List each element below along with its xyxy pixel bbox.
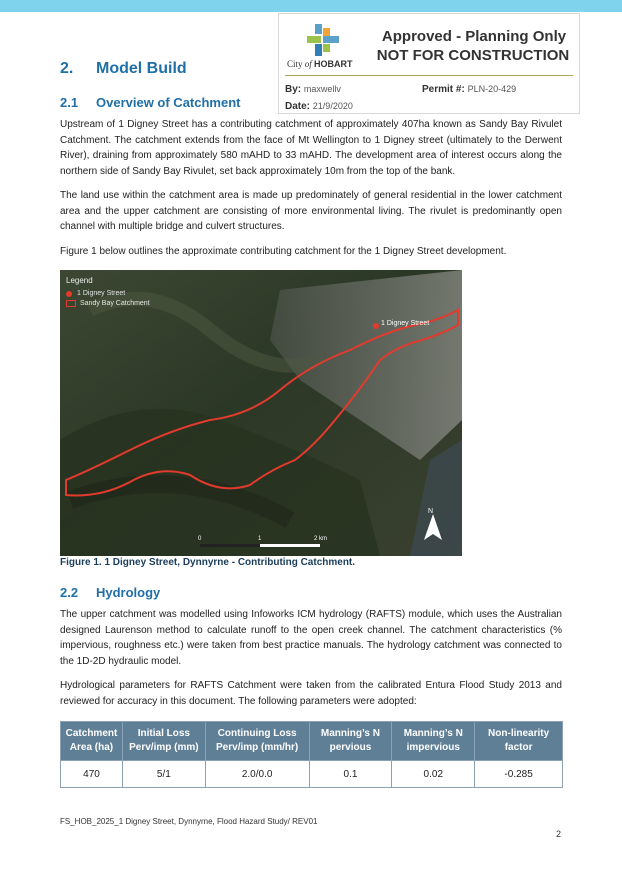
header-continuing-loss: Continuing Loss Perv/imp (mm/hr) xyxy=(205,722,309,761)
paragraph-figure-intro: Figure 1 below outlines the approximate contributing catchment for the 1 Digney Street development. xyxy=(60,246,507,257)
approval-stamp xyxy=(278,13,580,114)
table-cell: 470 xyxy=(61,761,123,788)
hydrology-parameters-table xyxy=(60,721,563,788)
catchment-outline-icon xyxy=(66,300,76,307)
scale-bar-segment xyxy=(200,544,260,547)
scale-label-end: 2 km xyxy=(314,536,328,542)
paragraph-hydrology: The upper catchment was modelled using Infoworks ICM hydrology (RAFTS) module, which uses the Australian designed Laurenson method to calculate runoff to the open creek channel. The catchment characteristics (% impervious, roughness etc.) were taken from best practice manuals. The hydrology catchment was connected to the 1D-2D hydraulic model. xyxy=(60,609,562,667)
table-cell: -0.285 xyxy=(475,761,563,788)
subsection-heading-hydrology: 2.2 Hydrology xyxy=(60,585,161,600)
stamp-divider xyxy=(285,75,573,76)
table-row xyxy=(61,761,563,788)
header-catchment-area: Catchment Area (ha) xyxy=(61,722,123,761)
paragraph-catchment-overview: Upstream of 1 Digney Street has a contributing catchment of approximately 407ha known as Sandy Bay Rivulet Catchment. The catchment extends from the face of Mt Wellington to 1 Digney street (ultimately to the Derwent River), draining from approximately 580 mAHD to 33 mAHD. The development area of interest occurs along the northern side of Sandy Bay Rivulet, set back approximately 10m from the top of the bank. xyxy=(60,119,562,177)
approval-date: Date: 21/9/2020 xyxy=(285,101,353,112)
city-of-hobart-logo xyxy=(285,22,365,88)
permit-number: Permit #: PLN-20-429 xyxy=(422,84,517,95)
header-non-linearity: Non-linearity factor xyxy=(475,722,563,761)
not-for-construction-label: NOT FOR CONSTRUCTION xyxy=(376,47,570,64)
table-cell: 5/1 xyxy=(122,761,205,788)
header-mannings-impervious: Manning’s N impervious xyxy=(392,722,475,761)
site-label: 1 Digney Street xyxy=(381,320,430,327)
header-initial-loss: Initial Loss Perv/imp (mm) xyxy=(122,722,205,761)
table-cell: 0.02 xyxy=(392,761,475,788)
page-number: 2 xyxy=(556,829,562,839)
legend-item-catchment: Sandy Bay Catchment xyxy=(66,300,150,307)
approved-by: By: maxwellv xyxy=(285,84,341,95)
top-color-bar xyxy=(0,0,622,12)
table-header-row xyxy=(61,722,563,761)
city-name: City of HOBART xyxy=(287,59,353,69)
section-heading: 2. Model Build xyxy=(60,60,187,77)
subsection-heading-overview: 2.1 Overview of Catchment xyxy=(60,95,241,110)
site-marker xyxy=(373,323,379,329)
scale-label-mid: 1 xyxy=(258,536,262,542)
legend-title: Legend xyxy=(66,276,93,285)
site-dot-icon xyxy=(66,291,72,297)
table-cell: 2.0/0.0 xyxy=(205,761,309,788)
north-label: N xyxy=(428,508,434,515)
table-cell: 0.1 xyxy=(309,761,392,788)
map-legend xyxy=(66,276,150,310)
catchment-map xyxy=(60,270,462,556)
paragraph-land-use: The land use within the catchment area is made up predominately of general residential in the lower catchment area and the upper catchment are consisting of more environmental living. The rivulet is predominantly open channel with multiple bridge and culvert structures. xyxy=(60,190,562,232)
figure-caption: Figure 1. 1 Digney Street, Dynnyrne - Contributing Catchment. xyxy=(60,557,356,568)
approved-label: Approved - Planning Only xyxy=(381,28,567,45)
aerial-imagery xyxy=(60,270,462,556)
header-mannings-pervious: Manning’s N pervious xyxy=(309,722,392,761)
document-footer: FS_HOB_2025_1 Digney Street, Dynnyrne, Flood Hazard Study/ REV01 xyxy=(60,817,318,826)
paragraph-parameters: Hydrological parameters for RAFTS Catchment were taken from the calibrated Entura Flood Study 2013 and reviewed for accuracy in this document. The following parameters were adopted: xyxy=(60,680,562,707)
legend-item-site: 1 Digney Street xyxy=(66,290,150,297)
scale-label-start: 0 xyxy=(198,536,202,542)
